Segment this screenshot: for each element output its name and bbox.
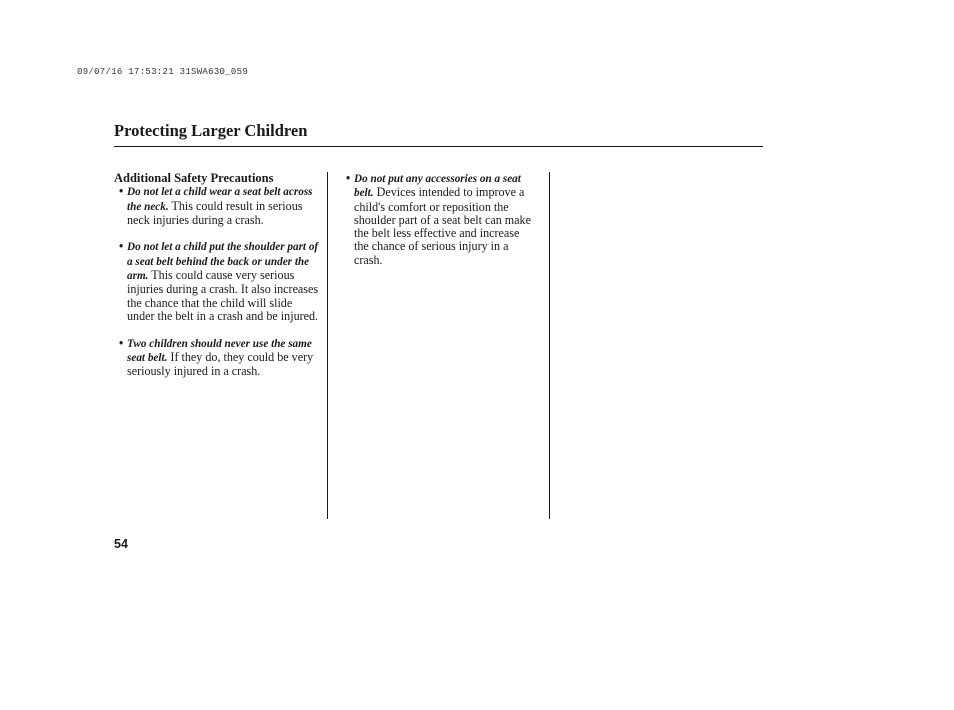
section-title: Protecting Larger Children: [114, 121, 308, 140]
precaution-lead: Do not let a child wear a seat belt across the neck.: [127, 186, 313, 213]
title-rule: [114, 146, 763, 147]
precaution-text: If they do, they could be very seriously injured in a crash.: [127, 349, 314, 379]
bullet-icon: •: [119, 184, 124, 199]
precaution-item-shoulder: [114, 240, 320, 323]
precaution-lead: Two children should never use the same seat belt.: [127, 337, 312, 364]
bullet-icon: •: [119, 239, 124, 254]
print-timestamp: 09/07/16 17:53:21 31SWA630_059: [77, 67, 249, 77]
column-divider: [549, 172, 550, 519]
precaution-text: This could result in serious neck injuries during a crash.: [127, 198, 303, 227]
bullet-icon: •: [119, 335, 124, 350]
precaution-item-accessories: [341, 172, 537, 267]
left-column: [114, 172, 320, 392]
precaution-lead: Do not let a child put the shoulder part of a seat belt behind the back or under the arm.: [127, 241, 319, 283]
subsection-heading: Additional Safety Precautions: [114, 171, 274, 185]
precaution-item-sharing: [114, 337, 320, 379]
page-number: 54: [114, 537, 128, 551]
precaution-lead: Do not put any accessories on a seat belt.: [354, 173, 521, 200]
precaution-text: This could cause very serious injuries during a crash. It also increases the chance that the child will slide under the belt in a crash and be injured.: [127, 268, 319, 323]
bullet-icon: •: [346, 171, 351, 185]
precaution-text: Devices intended to improve a child's comfort or reposition the shoulder part of a seat belt can make the belt less effective and increase the chance of serious injury in a crash.: [354, 185, 531, 267]
precaution-item-neck: [114, 185, 320, 227]
column-divider: [327, 172, 328, 519]
middle-column: [341, 172, 537, 280]
